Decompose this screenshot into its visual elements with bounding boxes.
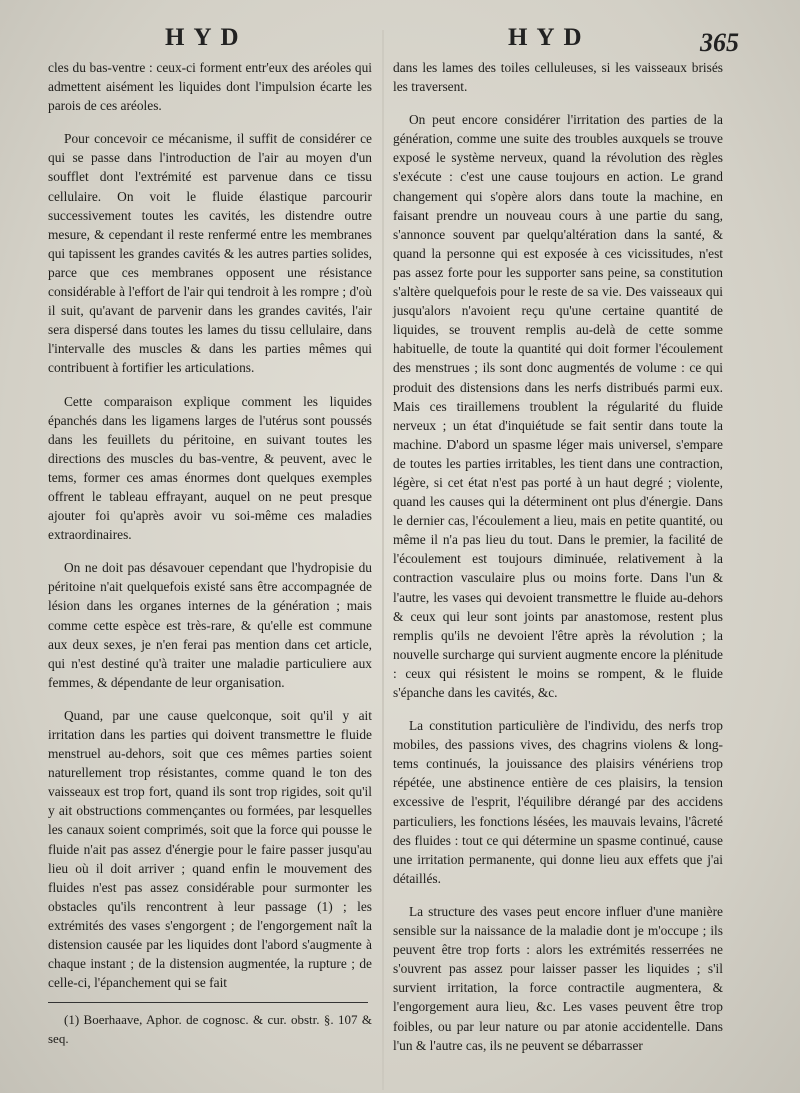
footnote-text: (1) Boerhaave, Aphor. de cognosc. & cur. obstr. §. 107 & seq. [48, 1012, 372, 1046]
paragraph: Quand, par une cause quelconque, soit qu'il y ait irritation dans les parties qui doivent transmettre le fluide menstruel au-dehors, soit que ces mêmes parties soient naturellement trop résistantes, comme quand le ton des vaisseaux est trop fort, quand ils sont trop rigides, soit qu'il y ait obstructions commençantes ou formées, par lesquelles les canaux soient comprimés, soit que la force qui pousse le fluide n'ait pas assez d'énergie pour le faire passer jusqu'au lieu où il doit arriver ; quand enfin le mouvement des fluides n'est pas assez considérable pour surmonter les obstacles qu'ils rencontrent à leur passage (1) ; les extrémités des vases s'engorgent ; de l'engorgement naît la distension causée par les liquides dont l'abord s'augmente à chaque instant ; de la distension augmentée, la rupture ; de celle-ci, l'épanchement qui se fait [48, 707, 372, 991]
left-column [48, 58, 372, 1006]
paragraph: La constitution particulière de l'individu, des nerfs trop mobiles, des passions vives, des chagrins violens & long-tems continués, la jouissance des plaisirs vénériens trop répétée, une abstinence entière de ces plaisirs, la tension excessive de l'esprit, l'équilibre dérangé par des accidens particuliers, les fonctions lésées, les mauvais levains, l'âcreté des fluides : tout ce qui détermine un spasme continué, cause une irritation permanente, qui donne lieu aux effets que j'ai détaillés. [393, 718, 723, 886]
footnote-rule [48, 1002, 368, 1003]
paragraph: On peut encore considérer l'irritation des parties de la génération, comme une suite des troubles auxquels se trouve exposé le système nerveux, quand la révolution des règles s'exécute : c'est une cause toujours en action. Le grand changement qui s'opère alors dans toute la machine, en faisant prendre un nouveau cours à une partie du sang, s'annonce souvent par quelqu'altération dans la santé, & quand la personne qui est exposée à ces vicissitudes, n'est pas assez forte pour les supporter sans peine, sa constitution s'altère quelquefois pour le reste de sa vie. Des vaisseaux qui jusqu'alors n'avoient reçu qu'une certaine quantité de liquides, se trouvent remplis au-delà de cette somme habituelle, de toute la quantité qui doit former l'écoulement des menstrues ; ils sont donc augmentés de volume : ce qui produit des distensions dans les nerfs distribués parmi eux. Mais ces tiraillemens troublent la régularité du fluide nerveux ; un état d'inquiétude se fait sentir dans toute la machine. D'abord un spasme léger mais universel, s'empare de toutes les parties irritables, les tient dans une contraction, légère, si cet état n'est pas porté à un haut degré ; violente, quand les causes qui la déterminent ont plus d'énergie. Dans le dernier cas, l'écoulement a lieu, mais en petite quantité, ou même il n'a pas lieu du tout. Dans le premier, la facilité de l'écoulement est toujours diminuée, relativement à la contraction vasculaire plus ou moins forte. Dans l'un & l'autre, les vases qui devoient transmettre le fluide au-dehors & ceux qui leur sont joints par anastomose, restent plus remplis qu'ils ne devoient l'être après la révolution ; la nouvelle surcharge qui survient augmente encore la plénitude : ceux qui résistent le moins se rompent, & le fluide s'épanche dans les cavités, &c. [393, 112, 723, 700]
running-head-right: HYD [508, 24, 591, 51]
running-head-left: HYD [165, 24, 248, 51]
right-column [393, 58, 723, 1069]
paragraph: On ne doit pas désavouer cependant que l'hydropisie du péritoine n'ait quelquefois existé sans être accompagnée de lésion dans les organes internes de la génération ; mais comme cette espèce est très-rare, & qu'elle est commune aux deux sexes, je n'en ferai pas mention dans cet article, qui n'est destiné qu'à traiter une maladie particuliere aux femmes, & dépendante de leur organisation. [48, 560, 372, 690]
footnote [48, 1010, 372, 1048]
paragraph: La structure des vases peut encore influer d'une manière sensible sur la naissance de la maladie dont je m'occupe ; ils peuvent être trop forts : alors les extrémités resserrées ne s'ouvrent pas assez pour laisser passer les liquides ; s'il survient irritation, la force contractile augmentera, & l'engorgement aura lieu, &c. Les vases peuvent être trop foibles, ou par leur nature ou par atonie accidentelle. Dans l'un & l'autre cas, ils ne peuvent se débarrasser [393, 903, 723, 1053]
page-number: 365 [700, 28, 739, 57]
paragraph: cles du bas-ventre : ceux-ci forment entr'eux des aréoles qui admettent aisément les liquides dont l'impulsion écarte les parois de ces aréoles. [48, 60, 372, 114]
paragraph: Cette comparaison explique comment les liquides épanchés dans les ligamens larges de l'utérus sont poussés dans les feuillets du péritoine, en suivant toutes les directions des muscles du bas-ventre, & peuvent, avec le tems, former ces amas énormes dont quelques exemples offrent le tableau effrayant, auquel on ne peut presque ajouter foi qu'après avoir vu soi-même ces maladies extraordinaires. [48, 393, 372, 543]
paragraph: Pour concevoir ce mécanisme, il suffit de considérer ce qui se passe dans l'introduction de l'air au moyen d'un soufflet dont l'extrémité est parvenue dans ce tissu cellulaire. On voit le fluide élastique parcourir successivement toutes les cavités, les distendre outre mesure, & cependant il reste renfermé entre les membranes qui tapissent les grandes cavités & les autres parties solides, parce que ces membranes opposent une résistance considérable à l'effort de l'air qui tendroit à les rompre ; d'où il suit, qu'avant de parvenir dans les grandes cavités, l'air sera dispersé dans toutes les lames du tissu cellulaire, dans l'intervalle des muscles & dans les parties mêmes qui contribuent à fortifier les articulations. [48, 131, 372, 376]
paragraph: dans les lames des toiles celluleuses, si les vaisseaux brisés les traversent. [393, 60, 723, 95]
column-gutter [382, 30, 384, 1090]
